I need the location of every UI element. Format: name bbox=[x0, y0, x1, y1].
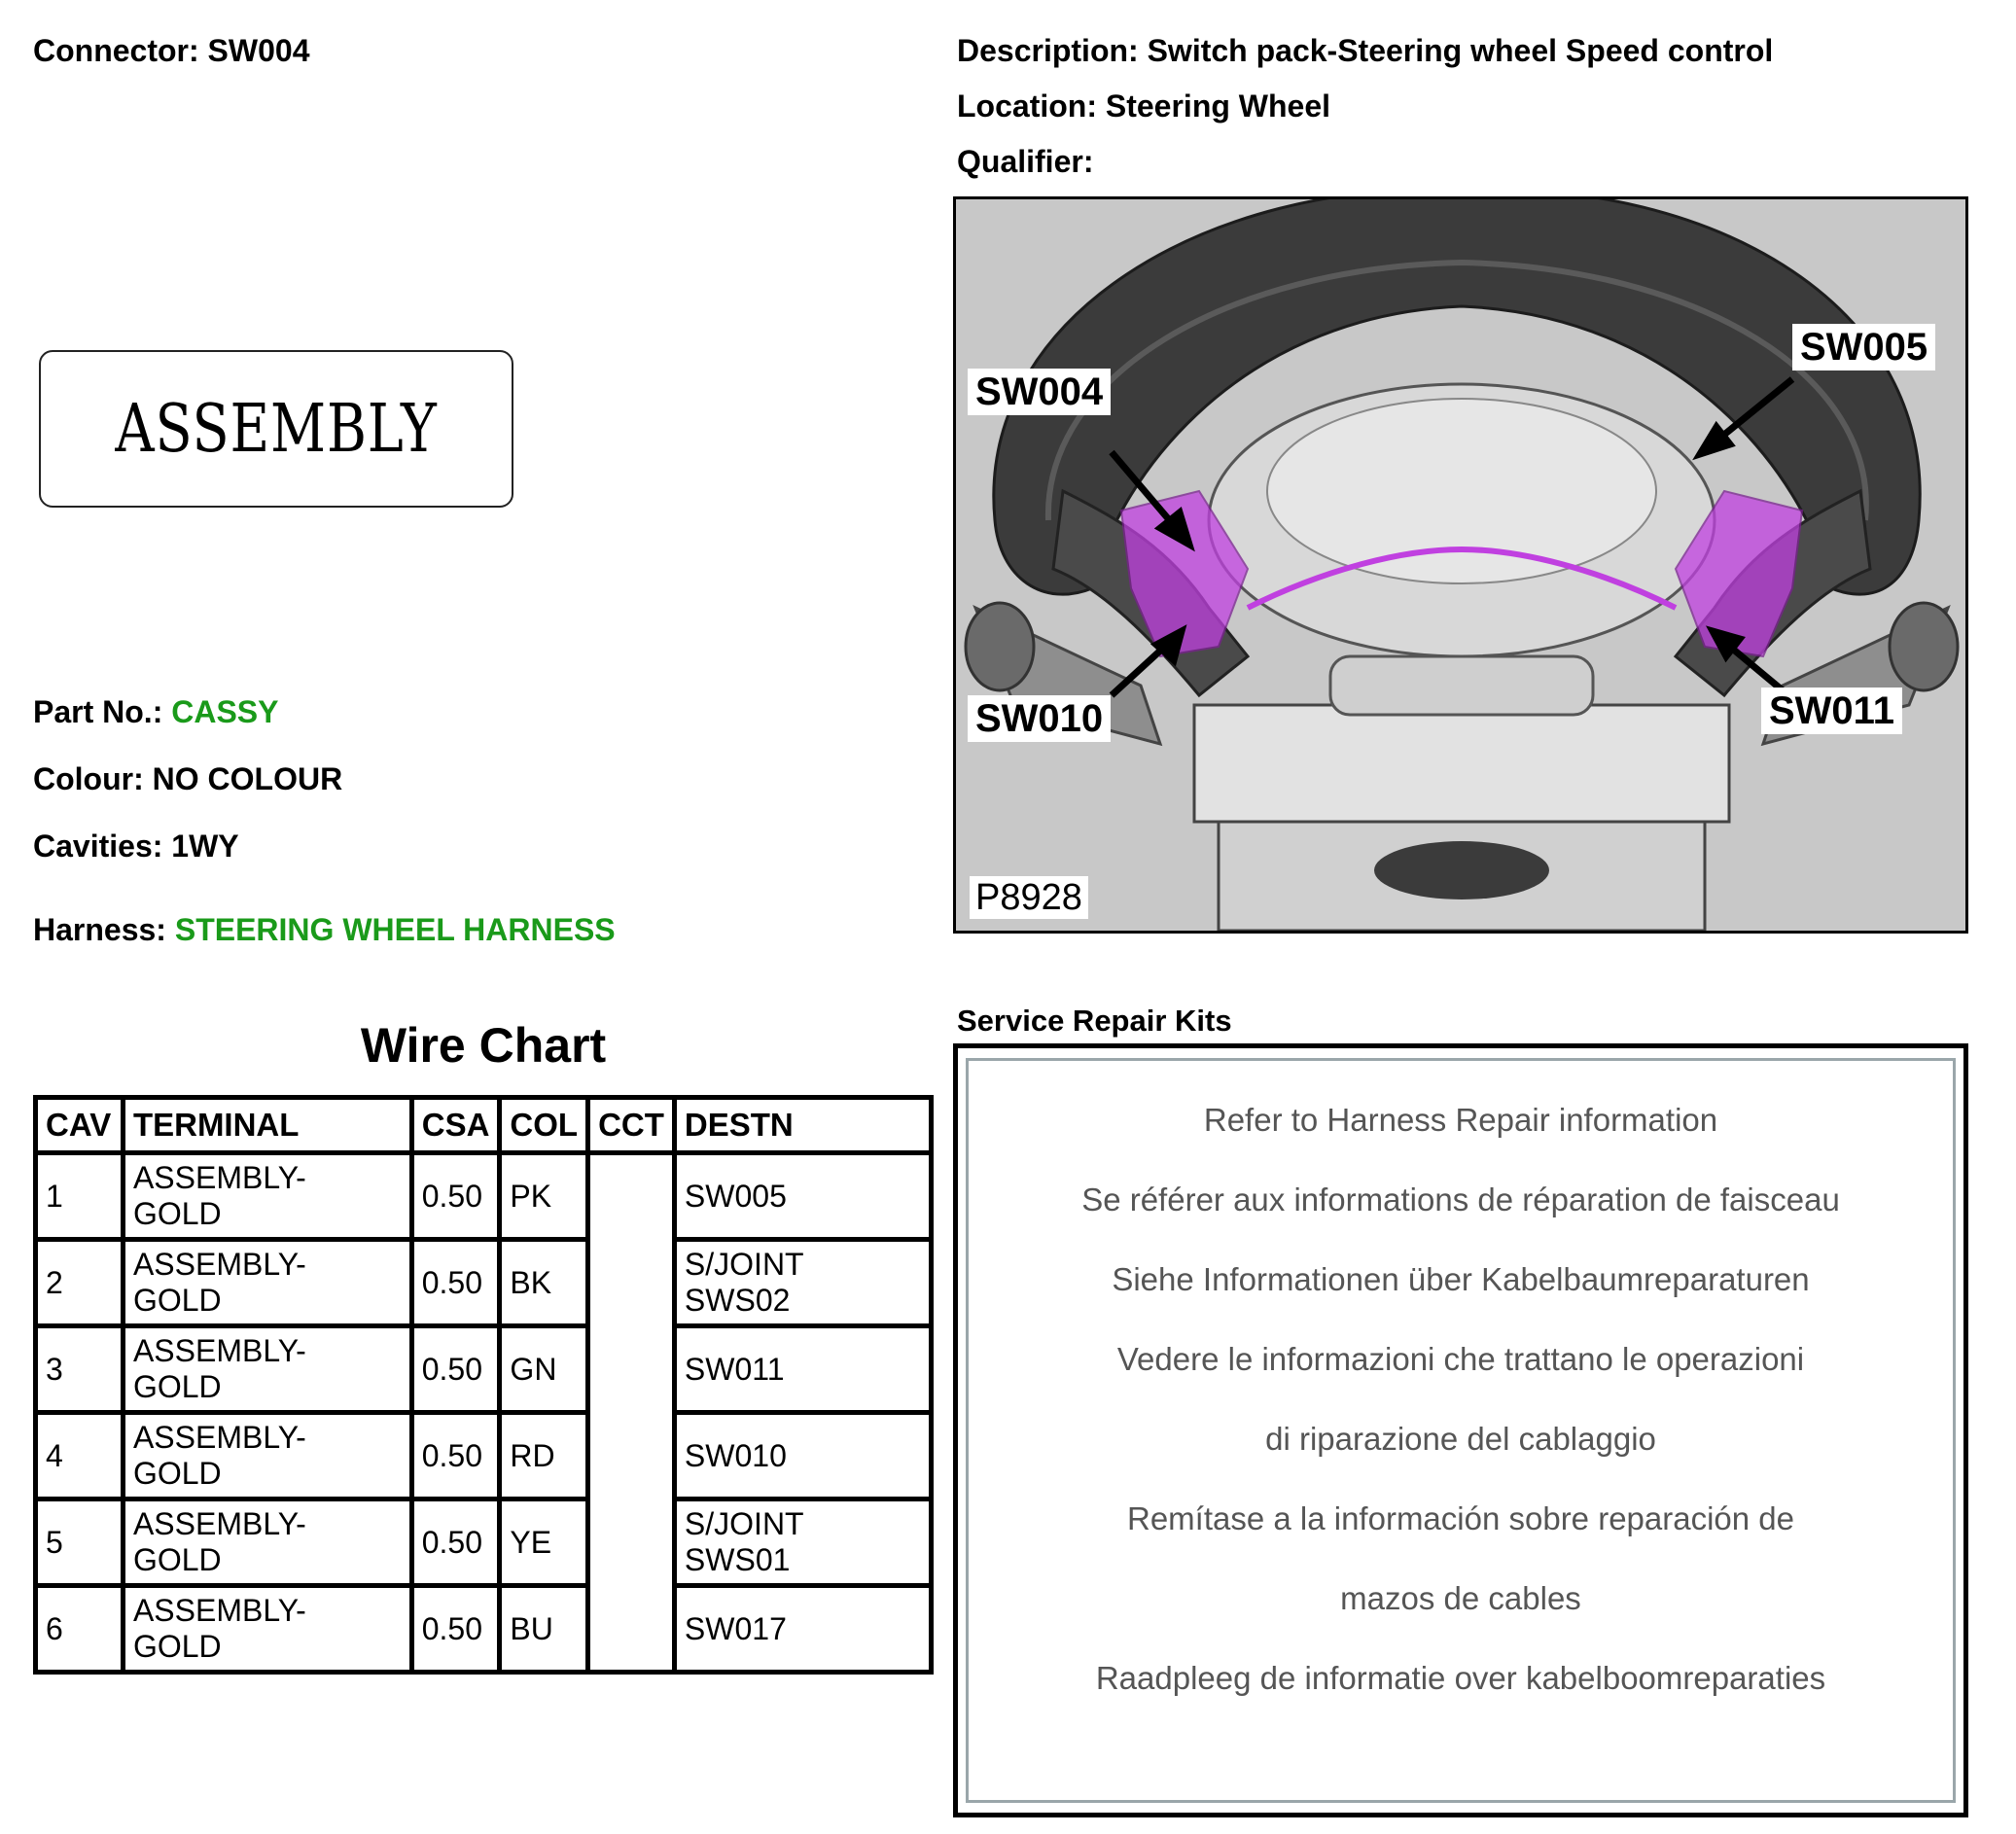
kit-line-es-2: mazos de cables bbox=[1340, 1580, 1581, 1616]
hub-dome-top bbox=[1267, 399, 1656, 583]
cell-csa: 0.50 bbox=[411, 1153, 500, 1240]
cavities-value: 1WY bbox=[171, 829, 239, 864]
harness-label: Harness: bbox=[33, 912, 166, 947]
cell-csa: 0.50 bbox=[411, 1326, 500, 1413]
qualifier-line bbox=[957, 142, 1093, 181]
cell-col: BU bbox=[500, 1586, 588, 1673]
service-repair-kits-inner bbox=[966, 1058, 1956, 1803]
cell-col: RD bbox=[500, 1413, 588, 1499]
cavities-line bbox=[33, 827, 239, 865]
kit-line-fr: Se référer aux informations de réparation de faisceau bbox=[1081, 1182, 1840, 1217]
cell-destn: S/JOINT SWS02 bbox=[674, 1240, 931, 1326]
cell-col: PK bbox=[500, 1153, 588, 1240]
callout-sw005: SW005 bbox=[1792, 324, 1935, 370]
part-number-line bbox=[33, 692, 278, 731]
header-destn: DESTN bbox=[674, 1098, 931, 1153]
cell-csa: 0.50 bbox=[411, 1413, 500, 1499]
service-repair-kits-title: Service Repair Kits bbox=[957, 1004, 1232, 1038]
assembly-label-box bbox=[39, 350, 513, 508]
callout-sw004: SW004 bbox=[968, 369, 1111, 415]
cell-cav: 4 bbox=[36, 1413, 124, 1499]
cavities-label: Cavities: bbox=[33, 829, 163, 864]
location-value: Steering Wheel bbox=[1105, 88, 1331, 123]
right-stalk-knob bbox=[1890, 603, 1958, 690]
cell-destn: SW017 bbox=[674, 1586, 931, 1673]
kit-line-en: Refer to Harness Repair information bbox=[1203, 1102, 1718, 1138]
cell-terminal: ASSEMBLY- GOLD bbox=[123, 1326, 411, 1413]
figure-id: P8928 bbox=[970, 876, 1088, 919]
callout-sw010: SW010 bbox=[968, 695, 1111, 742]
callout-sw011: SW011 bbox=[1761, 688, 1902, 734]
cell-csa: 0.50 bbox=[411, 1586, 500, 1673]
left-stalk-knob bbox=[966, 603, 1034, 690]
harness-line bbox=[33, 910, 616, 949]
cell-cav: 5 bbox=[36, 1499, 124, 1586]
header-terminal: TERMINAL bbox=[123, 1098, 411, 1153]
colour-line bbox=[33, 759, 342, 798]
kit-line-de: Siehe Informationen über Kabelbaumreparaturen bbox=[1112, 1261, 1810, 1297]
connector-line bbox=[33, 31, 309, 70]
cell-csa: 0.50 bbox=[411, 1240, 500, 1326]
connector-value: SW004 bbox=[207, 33, 310, 68]
cell-cct bbox=[588, 1499, 675, 1586]
description-value: Switch pack-Steering wheel Speed control bbox=[1147, 33, 1774, 68]
cell-terminal: ASSEMBLY- GOLD bbox=[123, 1499, 411, 1586]
assembly-text: ASSEMBLY bbox=[115, 390, 438, 468]
cell-terminal: ASSEMBLY- GOLD bbox=[123, 1586, 411, 1673]
kit-line-it-2: di riparazione del cablaggio bbox=[1265, 1421, 1656, 1457]
table-row bbox=[36, 1240, 932, 1326]
cell-cct bbox=[588, 1413, 675, 1499]
cell-terminal: ASSEMBLY- GOLD bbox=[123, 1153, 411, 1240]
cell-cct bbox=[588, 1326, 675, 1413]
cell-destn: SW011 bbox=[674, 1326, 931, 1413]
service-repair-kits-box bbox=[953, 1043, 1968, 1817]
cell-col: GN bbox=[500, 1326, 588, 1413]
cell-terminal: ASSEMBLY- GOLD bbox=[123, 1240, 411, 1326]
cell-cav: 3 bbox=[36, 1326, 124, 1413]
kit-line-it-1: Vedere le informazioni che trattano le operazioni bbox=[1116, 1341, 1805, 1377]
description-line bbox=[957, 31, 1773, 70]
cell-destn: S/JOINT SWS01 bbox=[674, 1499, 931, 1586]
cell-col: YE bbox=[500, 1499, 588, 1586]
header-col: COL bbox=[500, 1098, 588, 1153]
cell-cct bbox=[588, 1586, 675, 1673]
clockspring-body bbox=[1194, 705, 1729, 822]
steering-wheel-illustration bbox=[956, 199, 1965, 931]
table-row bbox=[36, 1326, 932, 1413]
cell-destn: SW010 bbox=[674, 1413, 931, 1499]
column-ring bbox=[1330, 656, 1593, 715]
table-row bbox=[36, 1413, 932, 1499]
cell-cct bbox=[588, 1240, 675, 1326]
header-csa: CSA bbox=[411, 1098, 500, 1153]
wire-chart-table bbox=[33, 1095, 934, 1675]
colour-value: NO COLOUR bbox=[152, 761, 343, 796]
header-cav: CAV bbox=[36, 1098, 124, 1153]
connector-label: Connector: bbox=[33, 33, 199, 68]
location-line bbox=[957, 87, 1330, 125]
cell-cct bbox=[588, 1153, 675, 1240]
colour-label: Colour: bbox=[33, 761, 144, 796]
header-cct: CCT bbox=[588, 1098, 675, 1153]
cell-destn: SW005 bbox=[674, 1153, 931, 1240]
steering-wheel-diagram bbox=[953, 196, 1968, 934]
qualifier-label: Qualifier: bbox=[957, 144, 1094, 179]
column-shaft bbox=[1374, 841, 1549, 899]
location-label: Location: bbox=[957, 88, 1097, 123]
kit-line-nl: Raadpleeg de informatie over kabelboomreparaties bbox=[1095, 1660, 1826, 1696]
description-label: Description: bbox=[957, 33, 1139, 68]
wire-chart-header-row bbox=[36, 1098, 932, 1153]
cell-cav: 1 bbox=[36, 1153, 124, 1240]
table-row bbox=[36, 1499, 932, 1586]
wire-chart-title: Wire Chart bbox=[360, 1018, 607, 1073]
cell-csa: 0.50 bbox=[411, 1499, 500, 1586]
table-row bbox=[36, 1153, 932, 1240]
cell-cav: 2 bbox=[36, 1240, 124, 1326]
harness-value[interactable]: STEERING WHEEL HARNESS bbox=[174, 912, 616, 947]
part-number-label: Part No.: bbox=[33, 694, 163, 729]
table-row bbox=[36, 1586, 932, 1673]
part-number-value[interactable]: CASSY bbox=[171, 694, 279, 729]
cell-cav: 6 bbox=[36, 1586, 124, 1673]
cell-terminal: ASSEMBLY- GOLD bbox=[123, 1413, 411, 1499]
cell-col: BK bbox=[500, 1240, 588, 1326]
kit-line-es-1: Remítase a la información sobre reparación de bbox=[1126, 1500, 1795, 1536]
